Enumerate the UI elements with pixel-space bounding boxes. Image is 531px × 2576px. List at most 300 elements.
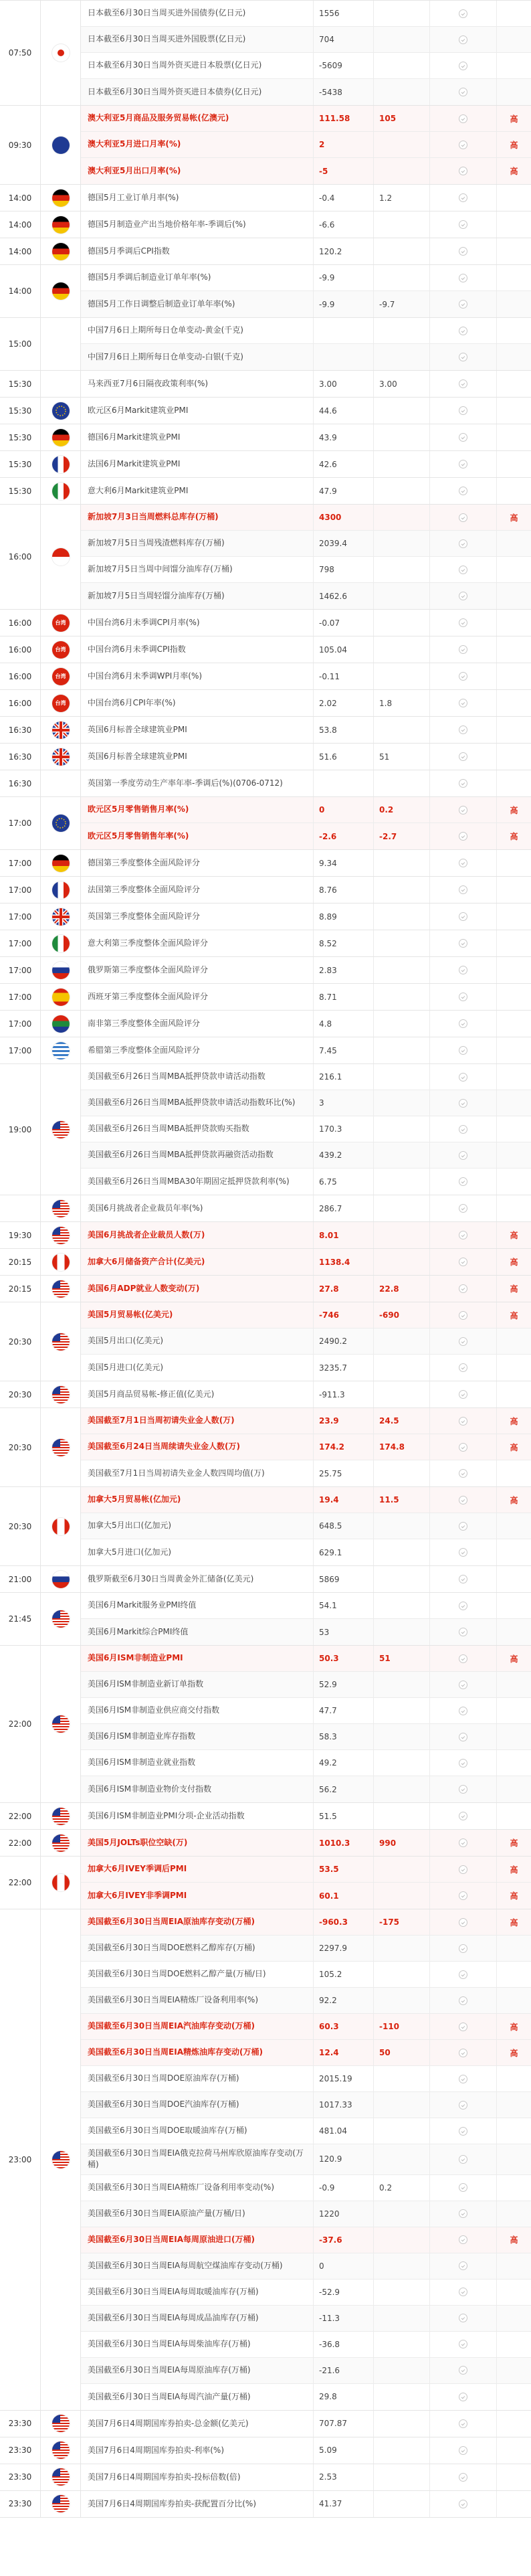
event-time: 17:00: [0, 984, 41, 1010]
event-row[interactable]: [81, 1539, 531, 1565]
event-row[interactable]: [81, 984, 531, 1010]
pending-icon[interactable]: [459, 645, 467, 654]
event-row[interactable]: [81, 1249, 531, 1275]
event-title: 美国截至6月30日当周DOE燃料乙醇产量(万桶/日): [81, 1962, 314, 1987]
event-row[interactable]: [81, 1355, 531, 1381]
event-row[interactable]: [81, 1169, 531, 1195]
pending-icon[interactable]: [459, 993, 467, 1001]
pending-icon[interactable]: [459, 1258, 467, 1266]
event-group: [0, 1487, 531, 1566]
actual-value: [430, 1646, 497, 1671]
event-row[interactable]: [81, 398, 531, 424]
forecast-value: -2.7: [374, 823, 430, 849]
event-row[interactable]: [81, 132, 531, 158]
pending-icon[interactable]: [459, 1838, 467, 1847]
forecast-value: [374, 930, 430, 956]
flag-cell: [41, 1593, 81, 1645]
event-row[interactable]: [81, 2437, 531, 2464]
pending-icon[interactable]: [459, 1443, 467, 1452]
previous-value: 19.4: [314, 1487, 374, 1513]
pending-icon[interactable]: [459, 2235, 467, 2244]
forecast-value: [374, 1249, 430, 1275]
pending-icon[interactable]: [459, 1363, 467, 1372]
actual-value: [430, 211, 497, 238]
flag-cell: [41, 398, 81, 424]
event-row[interactable]: [81, 2253, 531, 2280]
event-row[interactable]: [81, 318, 531, 344]
pending-icon[interactable]: [459, 1311, 467, 1320]
event-row[interactable]: [81, 344, 531, 370]
event-group: [0, 744, 531, 770]
event-row[interactable]: [81, 1803, 531, 1829]
pending-icon[interactable]: [459, 1073, 467, 1082]
event-row[interactable]: [81, 877, 531, 903]
actual-value: [430, 2253, 497, 2279]
pending-icon[interactable]: [459, 1918, 467, 1927]
pending-icon[interactable]: [459, 672, 467, 681]
pending-icon[interactable]: [459, 1996, 467, 2005]
event-row[interactable]: [81, 1724, 531, 1750]
pending-icon[interactable]: [459, 1785, 467, 1794]
event-time: 19:00: [0, 1064, 41, 1195]
pending-icon[interactable]: [459, 220, 467, 229]
pending-icon[interactable]: [459, 2155, 467, 2164]
usa-flag-icon: [52, 2468, 70, 2486]
pending-icon[interactable]: [459, 1231, 467, 1239]
forecast-value: [374, 2227, 430, 2253]
actual-value: [430, 1381, 497, 1407]
event-row[interactable]: [81, 2144, 531, 2175]
event-title: 美国6月ISM非制造业就业指数: [81, 1750, 314, 1776]
pending-icon[interactable]: [459, 1548, 467, 1557]
previous-value: 9.34: [314, 850, 374, 876]
event-row[interactable]: [81, 2280, 531, 2306]
importance-label: [497, 1090, 531, 1116]
event-row[interactable]: [81, 1593, 531, 1619]
event-row[interactable]: [81, 265, 531, 291]
pending-icon[interactable]: [459, 460, 467, 468]
event-title: 英国第一季度劳动生产率年率-季调后(%)(0706-0712): [81, 770, 314, 796]
pending-icon[interactable]: [459, 2049, 467, 2057]
event-row[interactable]: [81, 1698, 531, 1724]
event-row[interactable]: [81, 1936, 531, 1962]
forecast-value: [374, 2306, 430, 2331]
usa-canton: [52, 1333, 60, 1341]
pending-icon[interactable]: [459, 1125, 467, 1134]
pending-icon[interactable]: [459, 2261, 467, 2270]
forecast-value: [374, 1936, 430, 1961]
event-title: 加拿大5月贸易帐(亿加元): [81, 1487, 314, 1513]
event-row[interactable]: [81, 2092, 531, 2118]
flag-cell: [41, 2491, 81, 2517]
pending-icon[interactable]: [459, 2473, 467, 2482]
importance-label: [497, 344, 531, 370]
pending-icon[interactable]: [459, 752, 467, 761]
event-row[interactable]: [81, 2464, 531, 2490]
forecast-value: [374, 2144, 430, 2174]
event-row[interactable]: [81, 1276, 531, 1302]
usa-canton: [52, 2441, 60, 2450]
pending-icon[interactable]: [459, 1602, 467, 1610]
pending-icon[interactable]: [459, 1654, 467, 1663]
pending-icon[interactable]: [459, 1865, 467, 1874]
event-row[interactable]: [81, 1566, 531, 1592]
event-rows: [81, 930, 531, 956]
event-row[interactable]: [81, 1909, 531, 1936]
pending-icon[interactable]: [459, 725, 467, 734]
event-rows: [81, 1064, 531, 1195]
event-row[interactable]: [81, 158, 531, 184]
pending-icon[interactable]: [459, 379, 467, 388]
event-row[interactable]: [81, 1142, 531, 1169]
event-row[interactable]: [81, 823, 531, 849]
pending-icon[interactable]: [459, 2183, 467, 2192]
usa-flag-icon: [52, 1280, 70, 1298]
forecast-value: -110: [374, 2014, 430, 2039]
pending-icon[interactable]: [459, 62, 467, 70]
event-row[interactable]: [81, 53, 531, 79]
pending-icon[interactable]: [459, 2366, 467, 2375]
pending-icon[interactable]: [459, 2500, 467, 2508]
event-row[interactable]: [81, 424, 531, 450]
event-row[interactable]: [81, 27, 531, 53]
event-time: 17:00: [0, 904, 41, 930]
event-row[interactable]: [81, 1116, 531, 1142]
event-group: [0, 1037, 531, 1064]
importance-label: [497, 2201, 531, 2227]
event-row[interactable]: [81, 717, 531, 743]
event-row[interactable]: [81, 744, 531, 770]
pending-icon[interactable]: [459, 1759, 467, 1768]
event-row[interactable]: [81, 1434, 531, 1460]
event-row[interactable]: [81, 2040, 531, 2066]
actual-value: [430, 744, 497, 770]
event-row[interactable]: [81, 451, 531, 477]
event-row[interactable]: [81, 2118, 531, 2144]
pending-icon[interactable]: [459, 327, 467, 335]
event-row[interactable]: [81, 636, 531, 663]
importance-label: [497, 690, 531, 716]
event-row[interactable]: [81, 1883, 531, 1909]
pending-icon[interactable]: [459, 2075, 467, 2083]
event-row[interactable]: [81, 2175, 531, 2201]
event-rows: [81, 984, 531, 1010]
actual-value: [430, 2014, 497, 2039]
event-group: [0, 2437, 531, 2464]
event-title: 新加坡7月5日当周残渣燃料库存(万桶): [81, 531, 314, 556]
event-rows: [81, 1487, 531, 1565]
event-title: 美国截至6月30日当周EIA每周汽油产量(万桶): [81, 2384, 314, 2410]
importance-label: [497, 904, 531, 930]
event-group: [0, 957, 531, 984]
pending-icon[interactable]: [459, 1496, 467, 1505]
forecast-value: [374, 2118, 430, 2144]
pending-icon[interactable]: [459, 1944, 467, 1953]
event-row[interactable]: [81, 2358, 531, 2384]
forecast-value: [374, 451, 430, 477]
event-row[interactable]: [81, 1037, 531, 1063]
usa-canton: [52, 1808, 60, 1816]
event-row[interactable]: [81, 505, 531, 531]
previous-value: 170.3: [314, 1116, 374, 1142]
forecast-value: [374, 2411, 430, 2437]
event-group: [0, 238, 531, 265]
event-group: [0, 265, 531, 318]
pending-icon[interactable]: [459, 1628, 467, 1636]
importance-label: 高: [510, 1891, 518, 1901]
event-rows: [81, 505, 531, 609]
pending-icon[interactable]: [459, 9, 467, 18]
previous-value: 2015.19: [314, 2066, 374, 2091]
event-row[interactable]: [81, 1830, 531, 1856]
pending-icon[interactable]: [459, 167, 467, 175]
eu-flag-icon: [52, 814, 70, 832]
event-row[interactable]: [81, 2227, 531, 2253]
event-row[interactable]: [81, 478, 531, 504]
pending-icon[interactable]: [459, 193, 467, 202]
pending-icon[interactable]: [459, 699, 467, 707]
event-row[interactable]: [81, 2201, 531, 2227]
flag-cell: [41, 505, 81, 609]
pending-icon[interactable]: [459, 806, 467, 814]
pending-icon[interactable]: [459, 35, 467, 44]
pending-icon[interactable]: [459, 114, 467, 123]
pending-icon[interactable]: [459, 1099, 467, 1108]
pending-icon[interactable]: [459, 1417, 467, 1426]
importance-label: [497, 957, 531, 983]
pending-icon[interactable]: [459, 1284, 467, 1293]
forecast-value: [374, 27, 430, 52]
event-row[interactable]: [81, 531, 531, 557]
singapore-flag-icon: [52, 548, 70, 566]
event-row[interactable]: [81, 1619, 531, 1645]
event-row[interactable]: [81, 1513, 531, 1539]
event-row[interactable]: [81, 185, 531, 211]
event-row[interactable]: [81, 1195, 531, 1221]
actual-value: [430, 1302, 497, 1328]
actual-value: [430, 1355, 497, 1381]
pending-icon[interactable]: [459, 2127, 467, 2136]
pending-icon[interactable]: [459, 2446, 467, 2455]
event-row[interactable]: [81, 1408, 531, 1434]
event-row[interactable]: [81, 690, 531, 716]
pending-icon[interactable]: [459, 513, 467, 522]
pending-icon[interactable]: [459, 2340, 467, 2348]
event-title: 中国台湾6月未季调CPI月率(%): [81, 610, 314, 636]
actual-value: [430, 2066, 497, 2091]
pending-icon[interactable]: [459, 2023, 467, 2031]
pending-icon[interactable]: [459, 618, 467, 627]
pending-icon[interactable]: [459, 912, 467, 921]
pending-icon[interactable]: [459, 1891, 467, 1900]
event-row[interactable]: [81, 2411, 531, 2437]
event-row[interactable]: [81, 1011, 531, 1037]
event-row[interactable]: [81, 583, 531, 609]
event-row[interactable]: [81, 2332, 531, 2358]
event-row[interactable]: [81, 1672, 531, 1698]
event-row[interactable]: [81, 1962, 531, 1988]
event-time: 23:30: [0, 2411, 41, 2437]
pending-icon[interactable]: [459, 2288, 467, 2296]
pending-icon[interactable]: [459, 1177, 467, 1186]
pending-icon[interactable]: [459, 2419, 467, 2428]
actual-value: [430, 478, 497, 504]
event-row[interactable]: [81, 1776, 531, 1802]
forecast-value: [374, 158, 430, 184]
previous-value: 60.1: [314, 1883, 374, 1909]
pending-icon[interactable]: [459, 832, 467, 841]
pending-icon[interactable]: [459, 1469, 467, 1478]
event-time: 20:30: [0, 1408, 41, 1486]
pending-icon[interactable]: [459, 433, 467, 442]
forecast-value: [374, 1011, 430, 1037]
event-row[interactable]: [81, 1988, 531, 2014]
pending-icon[interactable]: [459, 1812, 467, 1820]
event-title: 美国截至6月30日当周EIA原油产量(万桶/日): [81, 2201, 314, 2227]
pending-icon[interactable]: [459, 353, 467, 361]
actual-value: [430, 690, 497, 716]
event-row[interactable]: [81, 238, 531, 264]
eu-flag-icon: [52, 402, 70, 420]
event-group: [0, 877, 531, 904]
pending-icon[interactable]: [459, 939, 467, 948]
actual-value: [430, 53, 497, 78]
event-row[interactable]: [81, 1487, 531, 1513]
actual-value: [430, 1276, 497, 1302]
pending-icon[interactable]: [459, 2101, 467, 2110]
pending-icon[interactable]: [459, 885, 467, 894]
pending-icon[interactable]: [459, 779, 467, 788]
event-row[interactable]: [81, 1381, 531, 1407]
event-row[interactable]: [81, 797, 531, 823]
actual-value: [430, 930, 497, 956]
flag-cell: [41, 1011, 81, 1037]
forecast-value: [374, 610, 430, 636]
previous-value: 51.6: [314, 744, 374, 770]
event-title: 美国7月6日4周期国库券拍卖-投标倍数(倍): [81, 2464, 314, 2490]
event-row[interactable]: [81, 663, 531, 689]
event-row[interactable]: [81, 2306, 531, 2332]
pending-icon[interactable]: [459, 406, 467, 415]
event-row[interactable]: [81, 770, 531, 796]
event-title: 美国截至6月26日当周MBA抵押贷款购买指数: [81, 1116, 314, 1142]
pending-icon[interactable]: [459, 859, 467, 867]
event-row[interactable]: [81, 106, 531, 132]
event-title: 加拿大6月IVEY非季调PMI: [81, 1883, 314, 1909]
event-row[interactable]: [81, 957, 531, 983]
event-group: [0, 318, 531, 371]
usa-flag-icon: [52, 1386, 70, 1403]
pending-icon[interactable]: [459, 300, 467, 309]
event-row[interactable]: [81, 2384, 531, 2410]
pending-icon[interactable]: [459, 487, 467, 495]
event-row[interactable]: [81, 79, 531, 105]
event-row[interactable]: [81, 1328, 531, 1355]
pending-icon[interactable]: [459, 1733, 467, 1741]
event-row[interactable]: [81, 904, 531, 930]
event-row[interactable]: [81, 1302, 531, 1328]
event-title: 日本截至6月30日当周买进外国股票(亿日元): [81, 27, 314, 52]
event-title: 美国截至6月24日当周续请失业金人数(万): [81, 1434, 314, 1460]
event-row[interactable]: [81, 2014, 531, 2040]
pending-icon[interactable]: [459, 1390, 467, 1399]
event-rows: [81, 2491, 531, 2517]
pending-icon[interactable]: [459, 88, 467, 96]
pending-icon[interactable]: [459, 566, 467, 574]
pending-icon[interactable]: [459, 247, 467, 256]
event-title: 美国截至6月26日当周MBA抵押贷款申请活动指数: [81, 1064, 314, 1090]
event-group: [0, 2411, 531, 2437]
pending-icon[interactable]: [459, 2209, 467, 2218]
forecast-value: [374, 1090, 430, 1116]
event-row[interactable]: [81, 2491, 531, 2517]
pending-icon[interactable]: [459, 1522, 467, 1531]
pending-icon[interactable]: [459, 1151, 467, 1160]
importance-label: [497, 2066, 531, 2091]
event-row[interactable]: [81, 1064, 531, 1090]
event-row[interactable]: [81, 1750, 531, 1776]
event-title: 美国6月ISM非制造业物价支付指数: [81, 1776, 314, 1802]
forecast-value: [374, 1539, 430, 1565]
pending-icon[interactable]: [459, 141, 467, 149]
flag-cell: [41, 2464, 81, 2490]
event-row[interactable]: [81, 850, 531, 876]
event-row[interactable]: [81, 557, 531, 583]
actual-value: [430, 984, 497, 1010]
event-time: 17:00: [0, 1037, 41, 1063]
usa-canton: [52, 1121, 60, 1129]
pending-icon[interactable]: [459, 1204, 467, 1213]
event-row[interactable]: [81, 1460, 531, 1486]
event-title: 德国5月工作日调整后制造业订单年率(%): [81, 291, 314, 317]
event-row[interactable]: [81, 371, 531, 397]
pending-icon[interactable]: [459, 2393, 467, 2401]
event-row[interactable]: [81, 2066, 531, 2092]
pending-icon[interactable]: [459, 2314, 467, 2322]
pending-icon[interactable]: [459, 274, 467, 282]
pending-icon[interactable]: [459, 1575, 467, 1583]
event-row[interactable]: [81, 1, 531, 27]
event-row[interactable]: [81, 930, 531, 956]
event-row[interactable]: [81, 610, 531, 636]
importance-label: 高: [510, 1654, 518, 1664]
importance-label: [497, 265, 531, 290]
event-row[interactable]: [81, 1646, 531, 1672]
event-title: 中国7月6日上期所每日仓单变动-黄金(千克): [81, 318, 314, 343]
pending-icon[interactable]: [459, 1707, 467, 1715]
pending-icon[interactable]: [459, 1681, 467, 1689]
event-row[interactable]: [81, 291, 531, 317]
previous-value: 1556: [314, 1, 374, 26]
event-rows: [81, 1011, 531, 1037]
event-row[interactable]: [81, 1222, 531, 1248]
pending-icon[interactable]: [459, 1019, 467, 1028]
pending-icon[interactable]: [459, 539, 467, 548]
pending-icon[interactable]: [459, 1970, 467, 1979]
usa-flag-icon: [52, 1834, 70, 1852]
pending-icon[interactable]: [459, 1337, 467, 1346]
event-row[interactable]: [81, 1857, 531, 1883]
forecast-value: [374, 211, 430, 238]
pending-icon[interactable]: [459, 592, 467, 600]
pending-icon[interactable]: [459, 966, 467, 974]
event-row[interactable]: [81, 211, 531, 238]
pending-icon[interactable]: [459, 1046, 467, 1055]
actual-value: [430, 636, 497, 663]
importance-label: [497, 1064, 531, 1090]
importance-label: [497, 2175, 531, 2201]
event-row[interactable]: [81, 1090, 531, 1116]
